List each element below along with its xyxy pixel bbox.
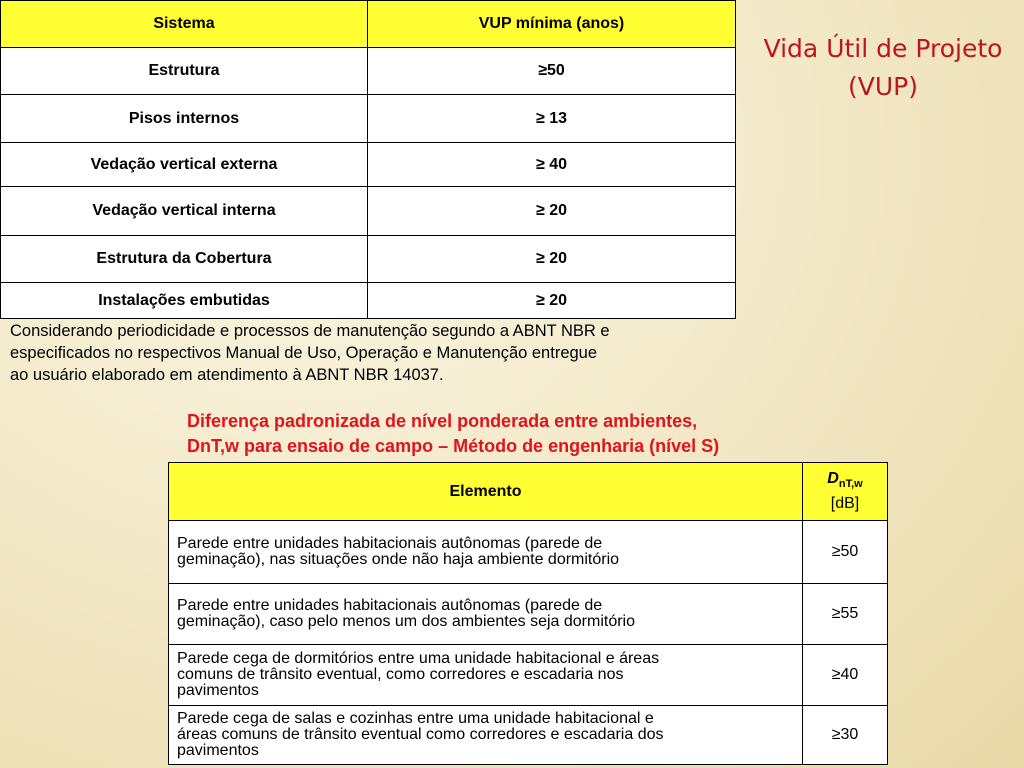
table-row [1,283,736,319]
description-line: pavimentos [177,742,259,759]
dntw-value-cell: ≥30 [803,706,888,765]
note-line-2: especificados no respectivos Manual de Uso, Operação e Manutenção entregue [10,344,598,362]
dntw-symbol-sub: nT,w [838,478,863,491]
vup-header-min: VUP mínima (anos) [368,1,736,48]
dntw-description-cell [169,645,803,706]
vup-system-cell: Pisos internos [1,95,368,143]
vup-system-cell: Estrutura da Cobertura [1,236,368,283]
vup-header-system: Sistema [1,1,368,48]
slide-title-line-1: Vida Útil de Projeto [763,34,1003,63]
dntw-value-cell: ≥40 [803,645,888,706]
dntw-header-value [803,463,888,521]
dntw-symbol-main: D [827,470,839,488]
table-row [1,236,736,283]
description-line: comuns de trânsito eventual, como corredores e escadaria nos [177,666,624,683]
vup-value-cell: ≥ 13 [368,95,736,143]
dntw-description-cell [169,706,803,765]
dntw-table-header-row [169,463,888,521]
slide-title [742,30,1024,106]
note-line-1: Considerando periodicidade e processos de manutenção segundo a ABNT NBR e [10,322,610,340]
table-row [169,584,888,645]
description-line: Parede entre unidades habitacionais autônomas (parede de [177,535,603,552]
vup-value-cell: ≥ 20 [368,283,736,319]
note-line-3: ao usuário elaborado em atendimento à ABNT NBR 14037. [10,366,444,384]
dntw-symbol [804,470,886,493]
table-row [1,48,736,95]
vup-system-cell: Vedação vertical interna [1,187,368,236]
vup-table [0,0,736,319]
vup-value-cell: ≥ 40 [368,143,736,187]
table-row [1,143,736,187]
description-line: geminação), nas situações onde não haja ambiente dormitório [177,551,620,568]
vup-value-cell: ≥50 [368,48,736,95]
description-line: Parede cega de salas e cozinhas entre uma unidade habitacional e [177,710,654,727]
dntw-description-cell [169,584,803,645]
table-row [1,187,736,236]
section-heading-line-1: Diferença padronizada de nível ponderada entre ambientes, [187,411,698,431]
description-line: geminação), caso pelo menos um dos ambientes seja dormitório [177,613,636,630]
description-line: pavimentos [177,682,259,699]
description-line: Parede entre unidades habitacionais autônomas (parede de [177,597,603,614]
table-row [169,521,888,584]
description-line: Parede cega de dormitórios entre uma unidade habitacional e áreas [177,650,660,667]
table-row [169,645,888,706]
slide-title-line-2: (VUP) [848,72,918,101]
vup-system-cell: Vedação vertical externa [1,143,368,187]
table-row [169,706,888,765]
maintenance-note [10,320,738,386]
description-line: áreas comuns de trânsito eventual como corredores e escadaria dos [177,726,664,743]
dntw-header-element: Elemento [169,463,803,521]
dntw-unit: [dB] [830,494,860,512]
vup-table-header-row [1,1,736,48]
vup-system-cell: Instalações embutidas [1,283,368,319]
section-heading-line-2: DnT,w para ensaio de campo – Método de engenharia (nível S) [187,436,720,456]
vup-value-cell: ≥ 20 [368,236,736,283]
vup-value-cell: ≥ 20 [368,187,736,236]
dntw-value-cell: ≥50 [803,521,888,584]
dntw-value-cell: ≥55 [803,584,888,645]
dntw-description-cell [169,521,803,584]
vup-system-cell: Estrutura [1,48,368,95]
section-heading [187,409,907,459]
table-row [1,95,736,143]
dntw-table [168,462,888,765]
